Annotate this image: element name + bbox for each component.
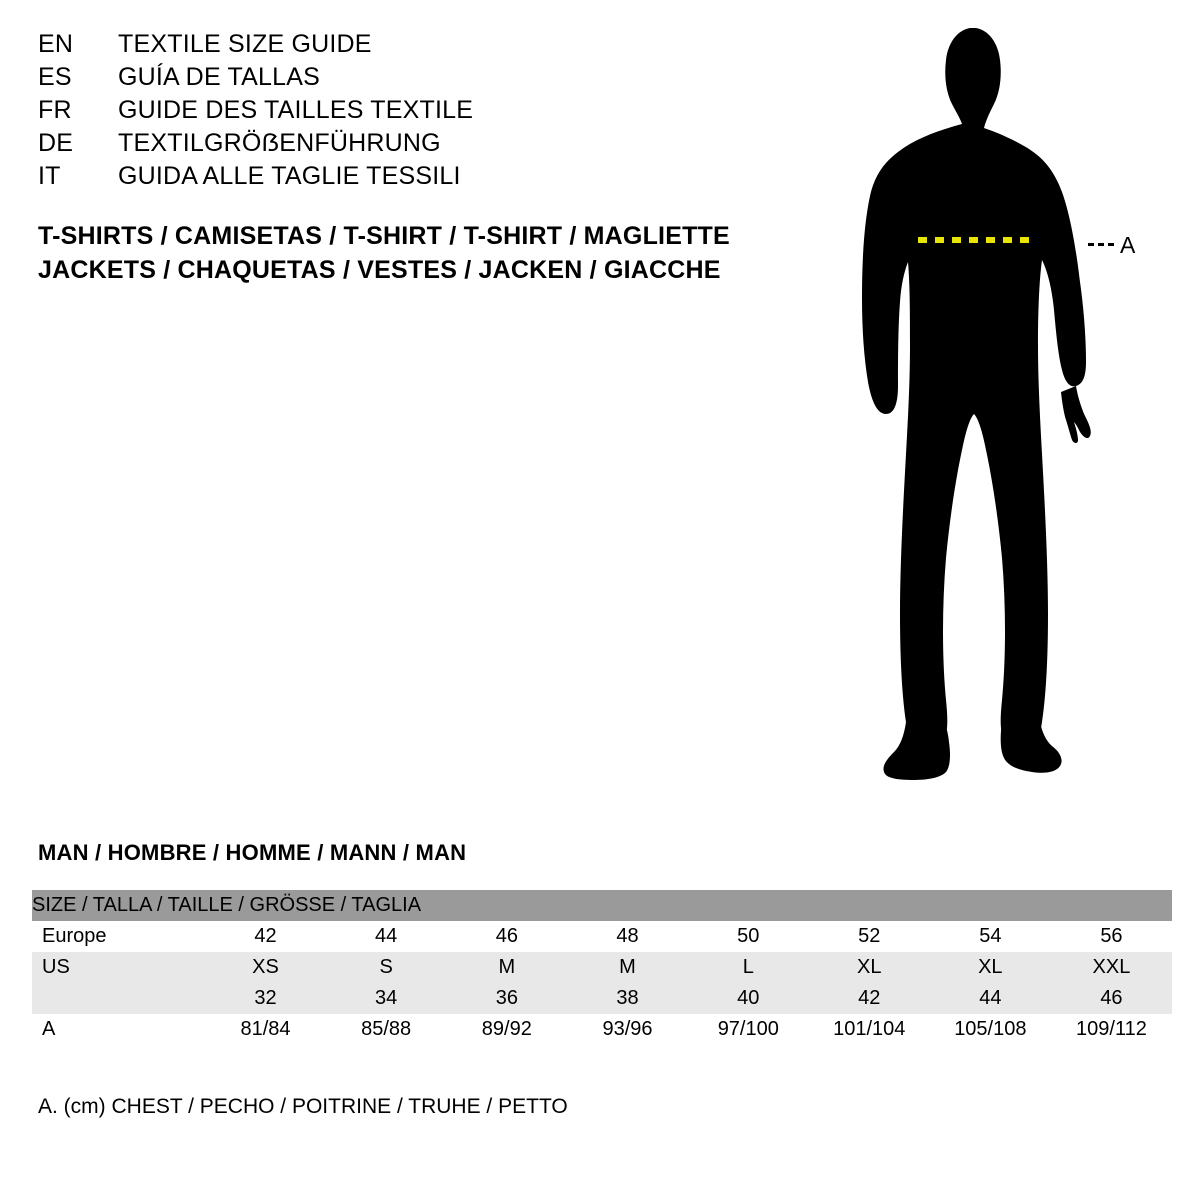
cell-us-5: XL — [809, 952, 930, 983]
language-code: DE — [38, 129, 74, 157]
cell-europe-3: 48 — [567, 921, 688, 952]
cell-numeric-5: 42 — [809, 983, 930, 1014]
table-row — [32, 983, 1172, 1014]
table-row — [32, 952, 1172, 983]
cell-us-3: M — [567, 952, 688, 983]
cell-a-7: 109/112 — [1051, 1014, 1172, 1045]
table-row — [32, 921, 1172, 952]
cell-numeric-1: 34 — [326, 983, 447, 1014]
language-title: TEXTILGRÖẞENFÜHRUNG — [118, 129, 441, 157]
language-code: ES — [38, 63, 72, 91]
measure-label-a: A — [1120, 232, 1136, 258]
cell-us-6: XL — [930, 952, 1051, 983]
measure-leader-line — [1088, 243, 1114, 246]
language-title: GUIDE DES TAILLES TEXTILE — [118, 96, 474, 124]
cell-a-5: 101/104 — [809, 1014, 930, 1045]
cell-numeric-7: 46 — [1051, 983, 1172, 1014]
cell-a-3: 93/96 — [567, 1014, 688, 1045]
language-row — [38, 129, 738, 162]
cell-numeric-2: 36 — [447, 983, 568, 1014]
cell-us-7: XXL — [1051, 952, 1172, 983]
cell-europe-6: 54 — [930, 921, 1051, 952]
cell-numeric-6: 44 — [930, 983, 1051, 1014]
cell-europe-2: 46 — [447, 921, 568, 952]
cell-a-2: 89/92 — [447, 1014, 568, 1045]
garment-type-jackets: JACKETS / CHAQUETAS / VESTES / JACKEN / GIACCHE — [38, 256, 721, 284]
row-label-numeric — [32, 983, 205, 1014]
table-footnote: A. (cm) CHEST / PECHO / POITRINE / TRUHE / PETTO — [38, 1095, 568, 1118]
cell-a-1: 85/88 — [326, 1014, 447, 1045]
language-row — [38, 63, 738, 96]
language-code: FR — [38, 96, 72, 124]
row-label-a: A — [32, 1014, 205, 1045]
row-label-us: US — [32, 952, 205, 983]
garment-type-block — [38, 222, 730, 290]
cell-a-4: 97/100 — [688, 1014, 809, 1045]
row-label-europe: Europe — [32, 921, 205, 952]
cell-us-0: XS — [205, 952, 326, 983]
body-figure — [820, 10, 1180, 800]
cell-numeric-4: 40 — [688, 983, 809, 1014]
language-code: EN — [38, 30, 74, 58]
table-header-label: SIZE / TALLA / TAILLE / GRÖSSE / TAGLIA — [32, 890, 1172, 921]
language-title: TEXTILE SIZE GUIDE — [118, 30, 372, 58]
cell-numeric-0: 32 — [205, 983, 326, 1014]
cell-europe-0: 42 — [205, 921, 326, 952]
language-header-block — [38, 30, 738, 195]
cell-us-1: S — [326, 952, 447, 983]
cell-numeric-3: 38 — [567, 983, 688, 1014]
language-title: GUÍA DE TALLAS — [118, 63, 320, 91]
language-title: GUIDA ALLE TAGLIE TESSILI — [118, 162, 461, 190]
language-code: IT — [38, 162, 61, 190]
cell-a-6: 105/108 — [930, 1014, 1051, 1045]
cell-europe-1: 44 — [326, 921, 447, 952]
silhouette-icon — [820, 10, 1180, 800]
table-header-row — [32, 890, 1172, 921]
language-row — [38, 96, 738, 129]
cell-europe-4: 50 — [688, 921, 809, 952]
language-row — [38, 30, 738, 63]
table-row — [32, 1014, 1172, 1045]
cell-europe-7: 56 — [1051, 921, 1172, 952]
table-group-title: MAN / HOMBRE / HOMME / MANN / MAN — [38, 840, 467, 865]
cell-a-0: 81/84 — [205, 1014, 326, 1045]
cell-us-4: L — [688, 952, 809, 983]
garment-type-tshirts: T-SHIRTS / CAMISETAS / T-SHIRT / T-SHIRT / MAGLIETTE — [38, 222, 730, 250]
cell-europe-5: 52 — [809, 921, 930, 952]
size-table — [32, 890, 1172, 1045]
language-row — [38, 162, 738, 195]
cell-us-2: M — [447, 952, 568, 983]
